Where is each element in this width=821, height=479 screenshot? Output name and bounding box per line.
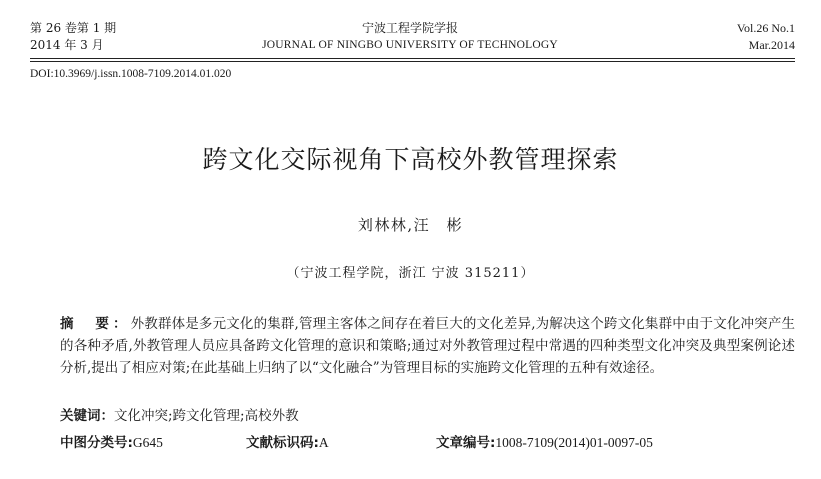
date-cn: 2014 年 3 月 — [30, 38, 104, 52]
volume-issue-cn: 第 26 卷第 1 期 — [30, 21, 117, 35]
abstract — [60, 313, 795, 379]
document-code — [246, 431, 329, 451]
authors: 刘林林,汪 彬 — [357, 216, 464, 234]
abstract-label: 摘 要： — [60, 316, 131, 332]
header-left — [30, 20, 116, 54]
article-number-label: 文章编号: — [436, 435, 496, 451]
clc-label: 中图分类号: — [60, 435, 133, 451]
volume-issue-en: Vol.26 No.1 — [736, 21, 795, 35]
keywords-text: 文化冲突;跨文化管理;高校外教 — [114, 408, 299, 424]
doc-code-label: 文献标识码: — [246, 435, 319, 451]
keywords-label: 关键词： — [60, 408, 114, 424]
date-en: Mar.2014 — [748, 38, 795, 52]
journal-name-en: JOURNAL OF NINGBO UNIVERSITY OF TECHNOLOGY — [262, 39, 558, 51]
doi: DOI:10.3969/j.issn.1008-7109.2014.01.020 — [30, 68, 232, 80]
header-rule-thin — [30, 61, 795, 62]
header-rule-thick — [30, 58, 795, 59]
affiliation: （宁波工程学院，浙江 宁波 315211） — [286, 266, 535, 281]
article-number-value: 1008-7109(2014)01-0097-05 — [495, 435, 653, 450]
journal-name-cn: 宁波工程学院学报 — [361, 21, 458, 35]
paper-title: 跨文化交际视角下高校外教管理探索 — [202, 145, 619, 174]
abstract-text: 外教群体是多元文化的集群,管理主客体之间存在着巨大的文化差异,为解决这个跨文化集群中由于文化冲突产生的各种矛盾,外教管理人员应具备跨文化管理的意识和策略;通过对外教管理过程中常遇的四种类型文化冲突及典型案例论述分析,提出了相应对策;在此基础上归纳了以“文化融合”为管理目标的实施跨文化管理的五种有效途径。 — [60, 316, 795, 376]
header-center — [210, 20, 610, 54]
clc-value: G645 — [132, 435, 163, 450]
clc-number — [60, 431, 163, 451]
header-right — [737, 20, 795, 54]
keywords — [60, 404, 299, 424]
article-number — [436, 431, 653, 451]
doc-code-value: A — [318, 435, 329, 450]
